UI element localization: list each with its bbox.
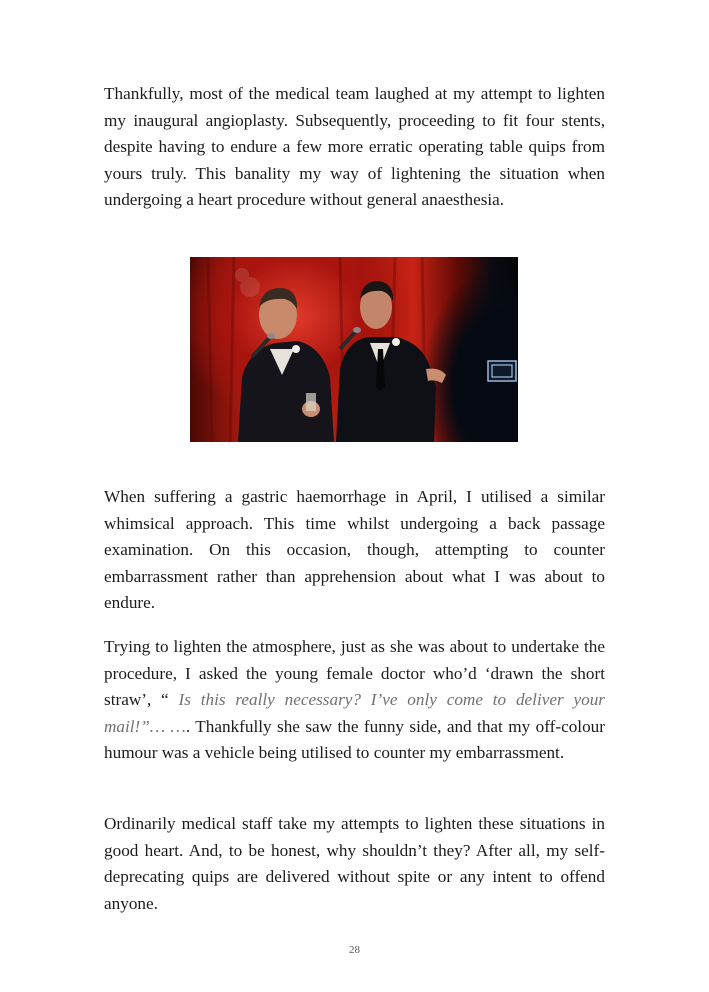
paragraph-gastric-haemorrhage: When suffering a gastric haemorrhage in April, I utilised a similar whimsical approach. This time whilst undergoing a back passage examination. On this occasion, though, attempting to counter embarrassment rather than apprehension about what I was about to endure. (104, 487, 605, 613)
page-number: 28 (349, 944, 360, 956)
paragraph-angioplasty: Thankfully, most of the medical team laughed at my attempt to lighten my inaugural angioplasty. Subsequently, proceeding to fit four stents, despite having to endure a few more erratic operating table quips from yours truly. This banality my way of lightening the situation when undergoing a heart procedure without general anaesthesia. (104, 84, 605, 210)
paragraph-text-after-quote: . Thankfully she saw the funny side, and that my off-colour humour was a vehicle being utilised to counter my embarrassment. (104, 716, 605, 763)
italic-quote: Is this really necessary? I’ve only come to deliver your mail!”… … (104, 690, 605, 736)
paragraph-medical-staff: Ordinarily medical staff take my attempts to lighten these situations in good heart. And, to be honest, why shouldn’t they? After all, my self-deprecating quips are delivered without spite or any intent to offend anyone. (104, 814, 605, 913)
paragraph-text-before-quote: Trying to lighten the atmosphere, just as she was about to undertake the procedure, I asked the young female doctor who’d ‘drawn the short straw’, “ (104, 637, 605, 710)
photo-illustration (190, 257, 518, 442)
paragraph-female-doctor (104, 634, 605, 767)
photo-two-men-singing (190, 257, 518, 442)
